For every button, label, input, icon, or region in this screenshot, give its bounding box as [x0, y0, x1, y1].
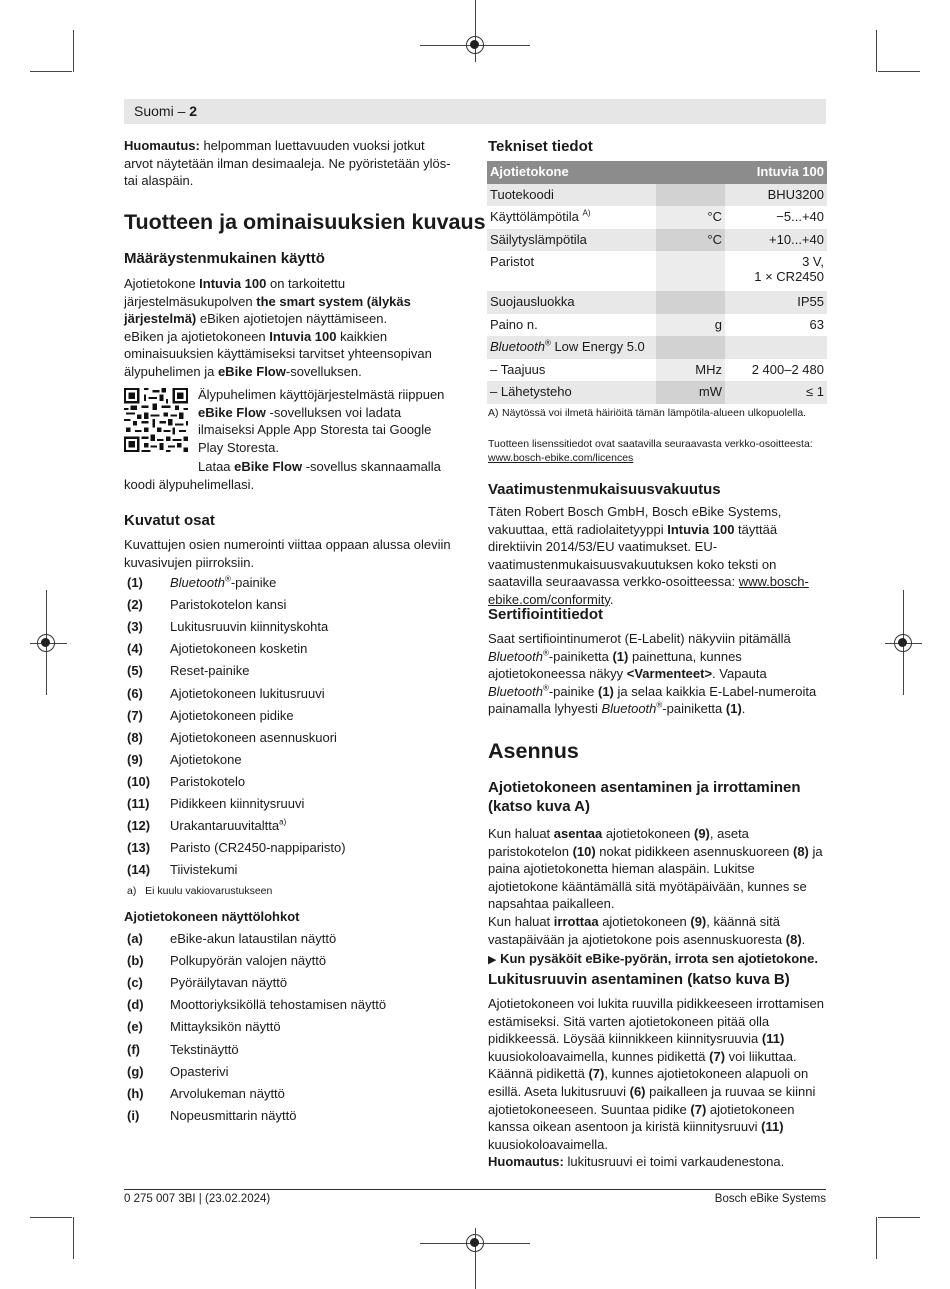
table-row: [487, 251, 827, 291]
text-run: <Varmenteet>: [626, 666, 713, 682]
item-number: (10): [127, 773, 151, 789]
installation-title: Asennus: [488, 739, 579, 763]
table-label-cell: [487, 381, 656, 404]
item-text: Ajotietokoneen pidike: [170, 707, 294, 723]
mount-warning: [488, 950, 826, 970]
table-label-cell: [487, 206, 656, 229]
cell-text: – Taajuus: [490, 361, 546, 377]
text-run: Lataa: [198, 459, 235, 474]
crop-mark: [878, 71, 920, 72]
item-label: [170, 1108, 296, 1123]
item-sup: ®: [224, 574, 231, 584]
item-label: [170, 752, 242, 767]
table-unit-cell: °C: [656, 206, 725, 229]
license-link[interactable]: www.bosch-ebike.com/licences: [488, 452, 634, 464]
note-label: Huomautus:: [124, 138, 200, 153]
text-run: kaikkien ominaisuuksien käyttämiseksi tarvitset yhteensopivan älypuhelimen ja: [124, 328, 432, 379]
item-label: [170, 708, 294, 723]
cell-text: Suojausluokka: [490, 294, 575, 309]
conformity-link[interactable]: www.bosch-ebike.com/conformity: [488, 574, 809, 607]
table-row: [487, 229, 827, 252]
text-run: -painike: [548, 683, 598, 699]
text-run: (1): [725, 701, 742, 717]
table-header-cell: Ajotietokone: [487, 161, 656, 184]
cell-sup: ®: [544, 338, 551, 348]
table-value-cell: [725, 184, 827, 207]
parts-intro: Kuvattujen osien numerointi viittaa oppaan alussa oleviin kuvasivujen piirroksiin.: [124, 537, 451, 570]
text-run: (1): [597, 683, 614, 699]
item-number: (4): [127, 641, 143, 657]
footnote-text: Näytössä voi ilmetä häiriöitä tämän lämpötila-alueen ulkopuolella.: [502, 407, 807, 419]
text-run: ajotietokoneen: [598, 913, 691, 929]
text-run: ajotietokoneen: [602, 826, 694, 841]
text-run: , aseta paristokotelon: [488, 826, 749, 859]
cell-text: Bluetooth: [490, 339, 545, 354]
page-header-text: [134, 103, 197, 119]
footer-brand: Bosch eBike Systems: [714, 1193, 826, 1205]
item-text: Polkupyörän valojen näyttö: [170, 953, 327, 969]
table-header-cell: Intuvia 100: [725, 161, 827, 184]
text-run: Kun haluat: [488, 913, 554, 929]
table-value-cell: [725, 291, 827, 314]
lock-title: Lukitusruuvin asentaminen (katso kuva B): [488, 971, 790, 988]
header-dash: –: [177, 103, 186, 119]
cell-text: Säilytyslämpötila: [490, 231, 587, 247]
text-run: kuusiokoloavaimella, kunnes pidikettä: [488, 1048, 710, 1064]
item-number: (c): [127, 975, 143, 991]
text-run: eBike Flow: [217, 363, 286, 379]
cell-value: −5...+40: [776, 209, 824, 224]
text-run: Bluetooth: [488, 648, 543, 664]
intended-use-paragraph-1: [124, 275, 464, 328]
certification-text: Saat sertifiointinumerot (E-Labelit) näkyviin pitämällä Bluetooth®-painiketta (1) painettuna, kunnes ajotietokoneessa näkyy <Varmenteet>. Vapauta Bluetooth®-painike (1) ja selaa kaikkia E-Label-numeroita painamalla lyhyesti Bluetooth®-painiketta (1).: [488, 631, 817, 717]
item-label: [170, 575, 276, 590]
item-number: (8): [127, 729, 143, 745]
crop-mark: [878, 1217, 920, 1218]
item-number: (e): [127, 1019, 143, 1035]
item-number: (g): [127, 1063, 144, 1079]
mount-text: [488, 825, 826, 970]
registration-mark-icon: [37, 634, 55, 652]
text-run: -sovelluksen voi ladata ilmaiseksi Apple App Storesta tai Google Play Storesta.: [198, 404, 432, 455]
item-label: [170, 862, 237, 877]
table-value-cell: [725, 381, 827, 404]
mount-paragraph-2: [488, 913, 826, 948]
text-run: eBike Flow: [198, 404, 266, 420]
table-header-row: [487, 161, 827, 184]
item-text: Ajotietokoneen kosketin: [170, 641, 308, 657]
item-label: [170, 730, 337, 745]
item-label: [170, 840, 346, 855]
lock-text: [488, 995, 826, 1171]
lock-note: [488, 1153, 826, 1171]
item-number: (12): [127, 818, 151, 834]
table-row: [487, 336, 827, 359]
text-run-bold: (7): [690, 1101, 707, 1117]
item-text: Reset-painike: [170, 663, 250, 679]
text-run: Täten Robert Bosch GmbH, Bosch eBike Systems, vakuuttaa, että radiolaitetyyppi: [488, 504, 782, 537]
text-run-bold: irrottaa: [553, 913, 599, 929]
mount-title: Ajotietokoneen asentaminen ja irrottaminen (katso kuva A): [488, 779, 801, 815]
item-text: Paristokotelon kansi: [170, 597, 287, 613]
text-run-bold: (9): [690, 913, 707, 929]
table-footnote: [488, 406, 823, 420]
item-number: (h): [127, 1085, 144, 1101]
text-run: Ajotietokoneen voi lukita ruuvilla pidikkeeseen irrottamisen estämiseksi. Sitä varten ajotietokoneen pitää olla pidikkeessä. Löysää kiinnikkeen kiinnitysruuvia: [488, 996, 825, 1047]
warning-arrow-icon: ▶: [488, 954, 497, 967]
text-run: ja paina ajotietokonetta hieman alaspäin. Lukitse ajotietokone kääntämällä sitä myötäpäivään, kunnes se napsahtaa paikalleen.: [488, 843, 823, 912]
item-label: [170, 796, 304, 811]
text-run: Ajotietokone: [124, 276, 200, 291]
table-unit-cell: [656, 291, 725, 314]
license-text: Tuotteen lisenssitiedot ovat saatavilla seuraavasta verkko-osoitteesta:: [488, 438, 813, 450]
text-run: täyttää direktiivin 2014/53/EU vaatimukset. EU-vaatimustenmukaisuusvakuutuksen koko teksti on saatavilla seuraavassa verkko-osoitteessa:: [488, 521, 778, 590]
text-run: Intuvia 100: [269, 328, 337, 344]
item-text-rest: -painike: [230, 575, 277, 590]
footnote-text: Ei kuulu vakiovarustukseen: [145, 885, 273, 897]
item-label: [170, 597, 286, 612]
table-row: [487, 314, 827, 337]
item-number: (3): [127, 619, 143, 635]
text-run-bold: (7): [588, 1066, 605, 1082]
page-header: [124, 99, 826, 124]
item-text: Tekstinäyttö: [170, 1041, 239, 1057]
text-run: -sovelluksen.: [285, 363, 362, 379]
table-label-cell: [487, 291, 656, 314]
item-number: (f): [127, 1041, 140, 1057]
text-run: kuusiokoloavaimella.: [488, 1136, 608, 1152]
item-number: (11): [127, 796, 150, 811]
text-run: -sovellus skannaamalla koodi älypuhelimellasi.: [124, 459, 441, 492]
item-label: [170, 1064, 229, 1079]
text-run: Saat sertifiointinumerot (E-Labelit) näkyviin pitämällä: [488, 631, 791, 646]
crop-mark: [876, 1217, 877, 1259]
item-number: (6): [127, 685, 143, 701]
text-run: painettuna, kunnes ajotietokoneessa näkyy: [488, 648, 742, 682]
item-label: [170, 641, 307, 656]
footer-doc-id: 0 275 007 3BI | (23.02.2024): [124, 1193, 271, 1205]
table-unit-cell: MHz: [656, 359, 725, 382]
text-run: nokat pidikkeen asennuskuoreen: [595, 843, 793, 859]
crop-mark: [876, 30, 877, 72]
text-run: voi liikuttaa. Käännä pidikettä: [488, 1048, 797, 1082]
cell-text: Low Energy 5.0: [550, 339, 645, 354]
item-number: (b): [127, 953, 144, 969]
intended-use-paragraph-2: [124, 328, 464, 381]
cell-value: 63: [809, 316, 824, 332]
table-value-cell: [725, 251, 827, 291]
text-run-bold: (8): [793, 843, 809, 859]
table-unit-cell: [656, 184, 725, 207]
table-label-cell: [487, 314, 656, 337]
text-run: Kun haluat: [488, 826, 554, 841]
table-label-cell: [487, 184, 656, 207]
item-text: Pidikkeen kiinnitysruuvi: [170, 796, 305, 811]
item-text: Pyöräilytavan näyttö: [170, 975, 288, 991]
text-run: on tarkoitettu järjestelmäsukupolven: [124, 276, 346, 309]
certification-title: Sertifiointitiedot: [488, 606, 603, 623]
text-run: the smart system (älykäs järjestelmä): [124, 293, 411, 327]
text-run-bold: (7): [709, 1048, 726, 1064]
parts-footnote: [127, 884, 272, 898]
item-label: [170, 774, 245, 789]
text-run: , käännä sitä vastapäivään ja ajotietokone pois asennuskuoresta: [488, 913, 786, 947]
cell-value: BHU3200: [767, 186, 824, 202]
text-run: .: [801, 931, 806, 947]
text-run: -painiketta: [662, 701, 726, 717]
cell-text: Paristot: [490, 254, 535, 269]
text-run: .: [741, 701, 746, 717]
item-number: (i): [127, 1107, 140, 1123]
intended-use-title: Määräystenmukainen käyttö: [124, 250, 325, 267]
item-text: Lukitusruuvin kiinnityskohta: [170, 619, 329, 635]
conformity-title: Vaatimustenmukaisuusvakuutus: [488, 481, 721, 498]
item-text: Bluetooth: [170, 575, 225, 590]
conformity-text: [488, 503, 826, 609]
footnote-mark: A): [488, 407, 499, 419]
item-label: [170, 818, 286, 833]
registration-mark-icon: [466, 1234, 484, 1252]
table-unit-cell: g: [656, 314, 725, 337]
item-text: Tiivistekumi: [170, 862, 238, 878]
text-run: Älypuhelimen käyttöjärjestelmästä riippuen: [198, 387, 445, 402]
cell-sup: A): [582, 208, 591, 218]
registration-mark-icon: [466, 36, 484, 54]
text-run: ajotietokoneen kanssa oikean asentoon ja kiristä kiinnitysruuvi: [488, 1101, 795, 1135]
text-run: (1): [612, 648, 629, 664]
cell-value: 3 V,: [802, 254, 824, 269]
text-run: . Vapauta: [712, 666, 767, 682]
qr-description: [198, 386, 460, 456]
item-text: Ajotietokoneen asennuskuori: [170, 729, 337, 745]
cell-value: ≤ 1: [806, 384, 824, 399]
item-text: Ajotietokone: [170, 751, 242, 767]
text-run-bold: (10): [572, 843, 596, 859]
note-paragraph: [124, 137, 454, 190]
text-run: , kunnes ajotietokoneen alapuoli on esillä. Aseta lukitusruuvi: [488, 1066, 809, 1099]
table-value-cell: [725, 359, 827, 382]
text-run: eBiken ajotietojen näyttämiseen.: [196, 311, 388, 327]
item-label: [170, 619, 328, 634]
table-value-cell: [725, 336, 827, 359]
crop-mark: [30, 1217, 72, 1218]
qr-code-icon[interactable]: [124, 388, 188, 452]
text-run: lukitusruuvi ei toimi varkaudenestona.: [563, 1154, 785, 1170]
item-label: [170, 953, 326, 968]
text-run: paikalleen ja ruuvaa se kiinni ajotietokoneeseen. Suuntaa pidike: [488, 1083, 816, 1117]
text-run: eBiken ja ajotietokoneen: [124, 328, 270, 344]
cell-value: 2 400–2 480: [751, 361, 824, 377]
text-run-bold: (11): [761, 1119, 784, 1135]
table-label-cell: [487, 229, 656, 252]
item-text: Mittayksikön näyttö: [170, 1019, 281, 1035]
table-unit-cell: [656, 336, 725, 359]
crop-mark: [30, 71, 72, 72]
item-text: Urakantaruuvitaltta: [170, 818, 280, 834]
text-run-bold: (9): [694, 826, 710, 841]
text-run-bold: (6): [629, 1083, 646, 1099]
item-number: (a): [127, 931, 143, 946]
cell-text: Tuotekoodi: [490, 186, 554, 202]
warning-text: Kun pysäköit eBike-pyörän, irrota sen ajotietokone.: [500, 951, 818, 967]
item-label: [170, 975, 287, 990]
text-run: Bluetooth: [488, 683, 543, 699]
item-number: (1): [127, 575, 143, 590]
registration-mark-icon: [894, 634, 912, 652]
table-value-cell: [725, 314, 827, 337]
table-header-cell: [656, 161, 725, 184]
crop-mark: [73, 1217, 74, 1259]
table-unit-cell: °C: [656, 229, 725, 252]
item-label: [170, 686, 325, 701]
text-run: -painiketta: [548, 648, 613, 664]
table-value-cell: [725, 229, 827, 252]
page-number: 2: [189, 103, 198, 119]
table-row: [487, 291, 827, 314]
cell-text: Käyttölämpötila: [490, 209, 579, 224]
cell-value: IP55: [797, 294, 824, 309]
cell-value: +10...+40: [769, 231, 824, 247]
item-number: (9): [127, 751, 143, 767]
section-title: Tuotteen ja ominaisuuksien kuvaus: [124, 210, 486, 234]
qr-instruction: [124, 458, 464, 493]
footnote-mark: a): [127, 885, 137, 897]
text-run-bold: (8): [785, 931, 802, 947]
text-run: eBike Flow: [234, 459, 303, 474]
footer-rule: [124, 1189, 826, 1190]
item-text: Arvolukeman näyttö: [170, 1085, 285, 1101]
text-run: .: [609, 591, 614, 607]
item-number: (13): [127, 840, 151, 856]
item-text: Moottoriyksiköllä tehostamisen näyttö: [170, 997, 387, 1013]
item-text: Nopeusmittarin näyttö: [170, 1107, 297, 1123]
table-row: [487, 184, 827, 207]
cell-text: Paino n.: [490, 316, 538, 332]
item-label: [170, 1019, 281, 1034]
text-run-bold: asentaa: [553, 826, 603, 841]
table-unit-cell: [656, 251, 725, 291]
lock-paragraph: [488, 995, 826, 1153]
table-unit-cell: mW: [656, 381, 725, 404]
parts-title: Kuvatut osat: [124, 512, 215, 529]
item-text: eBike-akun lataustilan näyttö: [170, 931, 337, 946]
text-run: Bluetooth: [601, 701, 657, 717]
item-label: [170, 1086, 285, 1101]
mount-paragraph-1: [488, 825, 826, 913]
header-language: Suomi: [134, 103, 174, 119]
table-label-cell: [487, 336, 656, 359]
table-value-cell: [725, 206, 827, 229]
item-text: Paristokotelo: [170, 773, 246, 789]
table-label-cell: [487, 251, 656, 291]
intended-use-text: [124, 275, 464, 381]
note-text: helpomman luettavuuden vuoksi jotkut arvot näytetään ilman desimaaleja. Ne pyöristetään ylös- tai alaspäin.: [124, 138, 451, 189]
crop-mark: [73, 30, 74, 72]
table-row: [487, 359, 827, 382]
text-run: ja selaa kaikkia E-Label-numeroita painamalla lyhyesti: [488, 683, 817, 717]
table-label-cell: [487, 359, 656, 382]
item-label: [170, 663, 250, 678]
item-sup: a): [279, 817, 287, 827]
item-label: [170, 1042, 239, 1057]
text-run: Huomautus:: [488, 1154, 564, 1170]
item-text: Ajotietokoneen lukitusruuvi: [170, 685, 325, 701]
table-row: [487, 206, 827, 229]
item-label: [170, 997, 386, 1012]
item-number: (14): [127, 862, 151, 878]
cell-text: – Lähetysteho: [490, 384, 572, 399]
tech-data-table: [487, 161, 827, 404]
table-row: [487, 381, 827, 404]
license-note: [488, 437, 823, 465]
item-number: (2): [127, 597, 143, 613]
cell-value: 1 × CR2450: [754, 269, 824, 284]
text-run: Intuvia 100: [667, 521, 735, 537]
item-text: Opasterivi: [170, 1063, 229, 1079]
item-number: (d): [127, 997, 144, 1013]
tech-data-title: Tekniset tiedot: [488, 138, 593, 155]
item-label: [170, 931, 336, 946]
item-text: Paristo (CR2450-nappiparisto): [170, 840, 346, 856]
item-number: (7): [127, 707, 143, 723]
text-run-bold: (11): [761, 1031, 785, 1047]
item-number: (5): [127, 663, 143, 679]
display-blocks-title: Ajotietokoneen näyttölohkot: [124, 909, 300, 924]
text-run: Intuvia 100: [199, 276, 267, 291]
